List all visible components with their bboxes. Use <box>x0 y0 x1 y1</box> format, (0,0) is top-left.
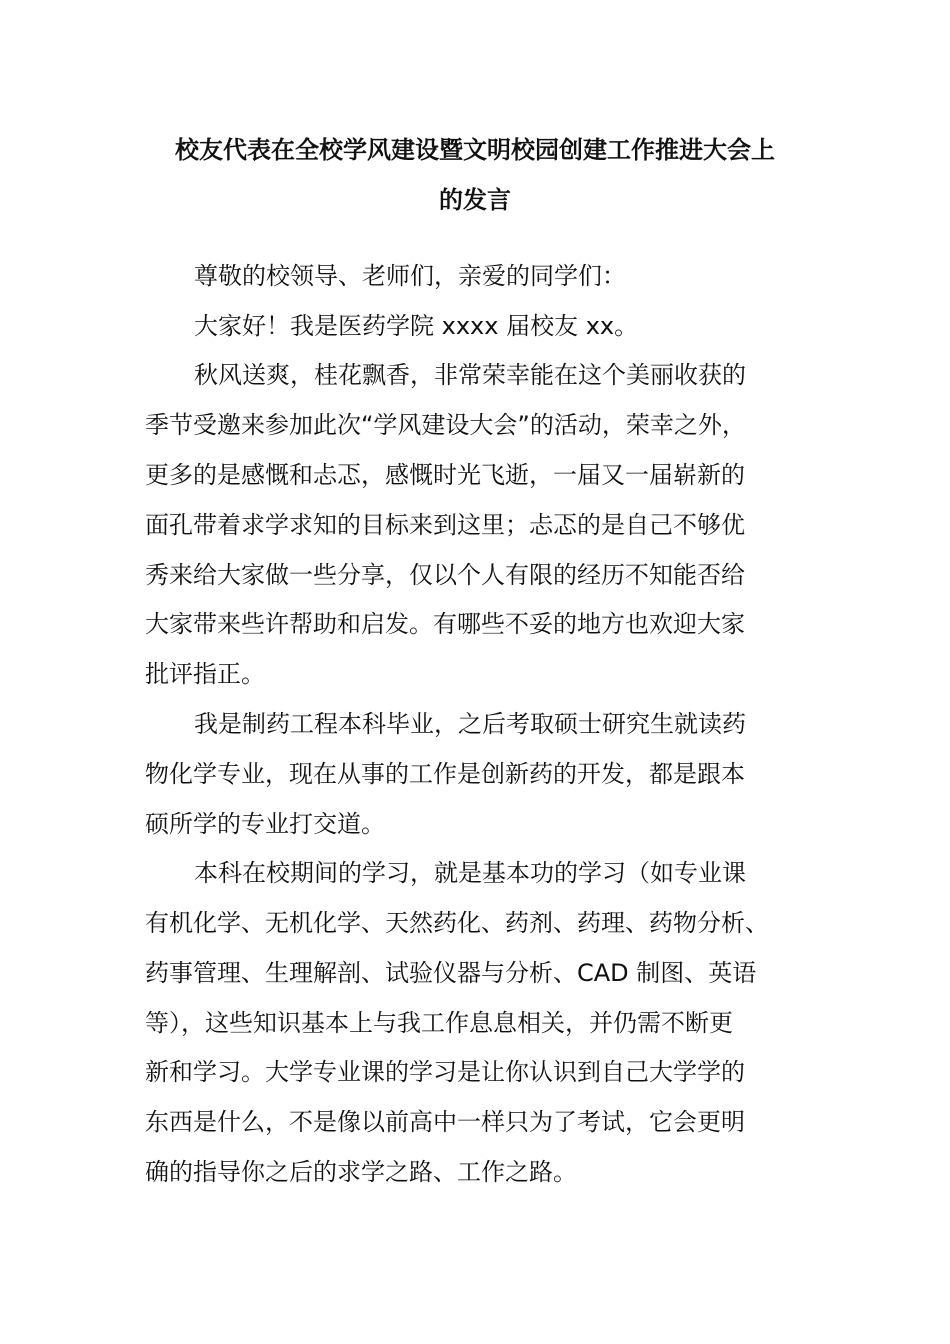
paragraph-1-line-6: 大家带来些许帮助和启发。有哪些不妥的地方也欢迎大家 <box>145 610 745 638</box>
paragraph-1-line-4: 面孔带着求学求知的目标来到这里；忐忑的是自己不够优 <box>145 511 745 539</box>
paragraph-3-line-5: 新和学习。大学专业课的学习是让你认识到自己大学学的 <box>145 1058 745 1086</box>
paragraph-1-line-1: 秋风送爽，桂花飘香，非常荣幸能在这个美丽收获的 <box>194 361 746 389</box>
paragraph-3-line-3: 药事管理、生理解剖、试验仪器与分析、CAD 制图、英语 <box>145 959 757 987</box>
paragraph-3-line-2: 有机化学、无机化学、天然药化、药剂、药理、药物分析、 <box>145 909 769 937</box>
paragraph-3-line-7: 确的指导你之后的求学之路、工作之路。 <box>145 1158 577 1186</box>
document-title-line-2: 的发言 <box>439 186 511 214</box>
paragraph-2-line-2: 物化学专业，现在从事的工作是创新药的开发，都是跟本 <box>145 760 745 788</box>
paragraph-3-line-1: 本科在校期间的学习，就是基本功的学习（如专业课 <box>194 859 746 887</box>
salutation-line: 尊敬的校领导、老师们，亲爱的同学们： <box>194 262 626 290</box>
greeting-line: 大家好！我是医药学院 xxxx 届校友 xx。 <box>194 312 639 340</box>
paragraph-3-line-6: 东西是什么，不是像以前高中一样只为了考试，它会更明 <box>145 1108 745 1136</box>
paragraph-1-line-7: 批评指正。 <box>145 660 265 688</box>
paragraph-1-line-2: 季节受邀来参加此次“学风建设大会”的活动，荣幸之外， <box>145 411 746 439</box>
paragraph-2-line-3: 硕所学的专业打交道。 <box>145 810 385 838</box>
paragraph-1-line-3: 更多的是感慨和忐忑，感慨时光飞逝，一届又一届崭新的 <box>145 461 745 489</box>
paragraph-3-line-4: 等），这些知识基本上与我工作息息相关，并仍需不断更 <box>145 1009 733 1037</box>
document-title-line-1: 校友代表在全校学风建设暨文明校园创建工作推进大会上 <box>175 136 775 164</box>
paragraph-2-line-1: 我是制药工程本科毕业，之后考取硕士研究生就读药 <box>194 710 746 738</box>
paragraph-1-line-5: 秀来给大家做一些分享，仅以个人有限的经历不知能否给 <box>145 561 745 589</box>
